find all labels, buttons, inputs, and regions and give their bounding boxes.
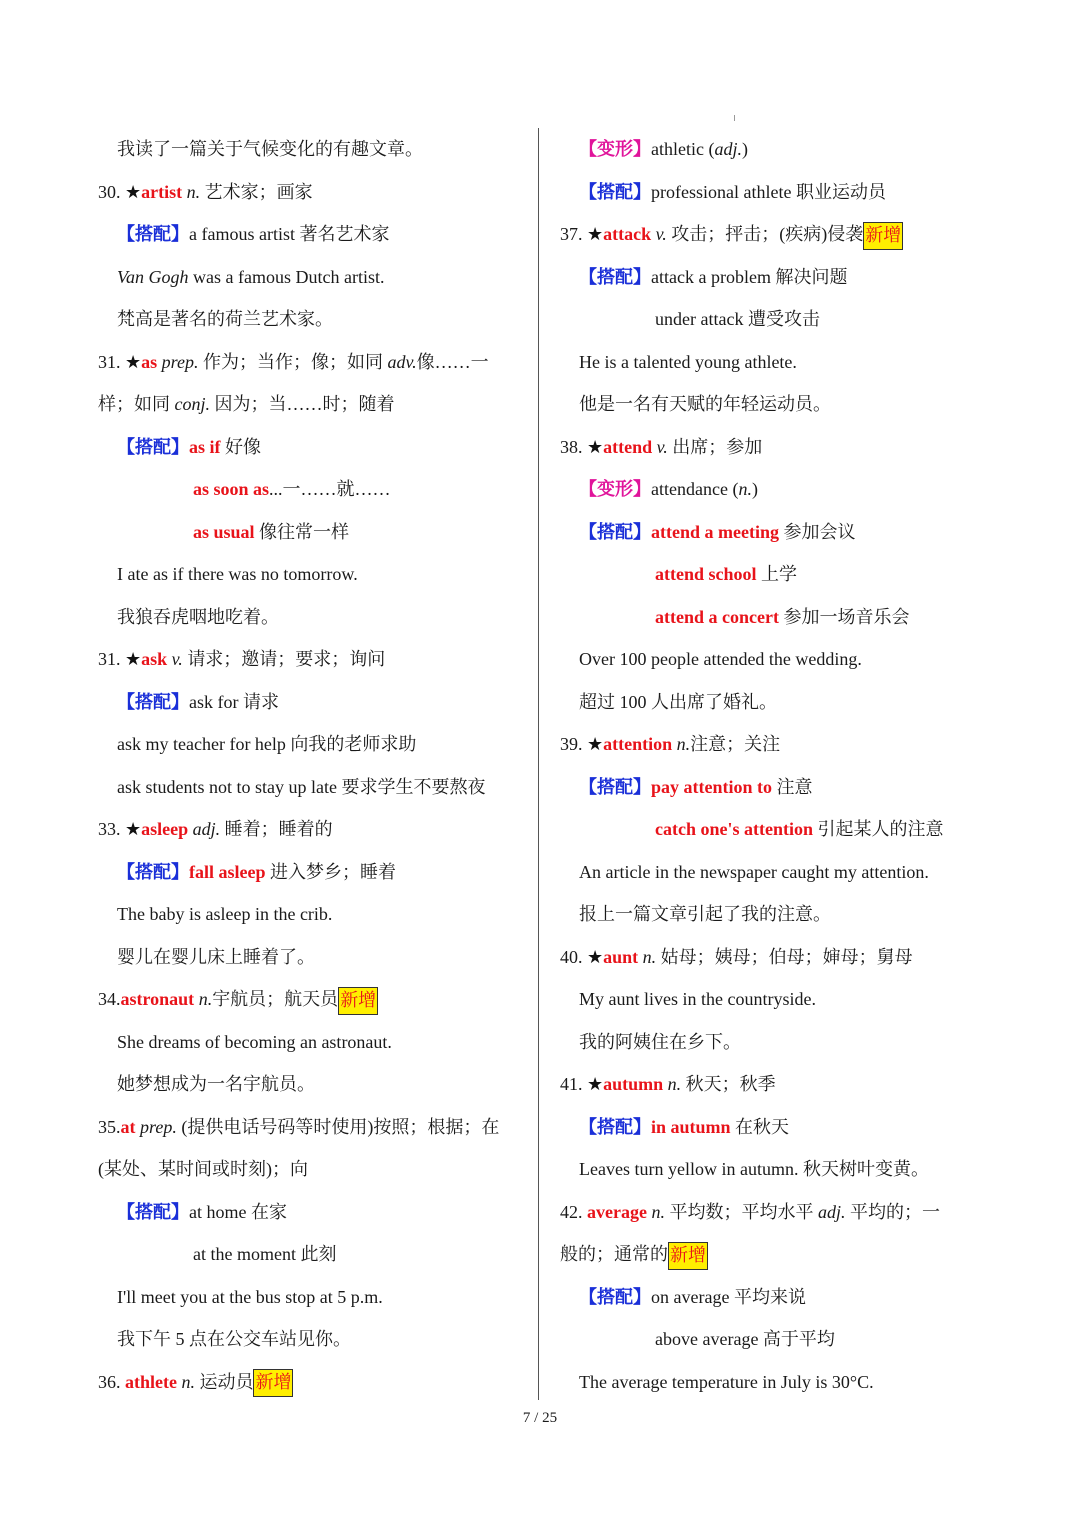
tag-collocation: 【搭配】 — [579, 1116, 651, 1137]
collocation: 【搭配】a famous artist 著名艺术家 — [117, 224, 390, 244]
collocation: catch one's attention 引起某人的注意 — [655, 819, 944, 839]
collocation: under attack 遭受攻击 — [655, 309, 820, 329]
translation: 婴儿在婴儿床上睡着了。 — [117, 946, 315, 967]
right-column — [560, 128, 990, 1403]
variant: 【变形】athletic (adj.) — [579, 139, 748, 159]
tag-collocation: 【搭配】 — [579, 181, 651, 202]
collocation: 【搭配】professional athlete 职业运动员 — [579, 181, 886, 202]
example: I ate as if there was no tomorrow. — [117, 564, 358, 584]
entry-attend: 38. ★attend v. 出席；参加 — [560, 436, 763, 457]
entry-astronaut: 34.astronaut n.宇航员；航天员 新增 — [98, 978, 528, 1021]
headword: attention — [603, 734, 673, 754]
example: The average temperature in July is 30°C. — [579, 1371, 874, 1392]
translation: 我的阿姨住在乡下。 — [579, 1031, 741, 1052]
collocation: 【搭配】pay attention to 注意 — [579, 776, 813, 797]
translation: 他是一名有天赋的年轻运动员。 — [579, 394, 831, 414]
new-badge: 新增 — [338, 987, 378, 1015]
tag-collocation: 【搭配】 — [117, 1201, 189, 1222]
variant: 【变形】attendance (n.) — [579, 479, 758, 499]
collocation: 【搭配】as if 好像 — [117, 436, 261, 457]
entry-average: 42. average n. 平均数；平均水平 adj. 平均的；一 — [560, 1201, 940, 1222]
entry-continuation: 般的；通常的 新增 — [560, 1233, 990, 1276]
entry-at: 35.at prep. (提供电话号码等时使用)按照；根据；在 — [98, 1116, 500, 1137]
collocation: 【搭配】attack a problem 解决问题 — [579, 266, 848, 287]
collocation: at the moment 此刻 — [193, 1244, 337, 1264]
example: He is a talented young athlete. — [579, 351, 797, 372]
headword: attack — [603, 224, 652, 244]
headword: at — [120, 1116, 136, 1137]
headword: autumn — [603, 1074, 664, 1094]
example: An article in the newspaper caught my attention. — [579, 861, 929, 882]
tag-collocation: 【搭配】 — [579, 521, 651, 542]
collocation: 【搭配】ask for 请求 — [117, 691, 279, 712]
tag-collocation: 【搭配】 — [117, 691, 189, 712]
collocation: 【搭配】attend a meeting 参加会议 — [579, 521, 856, 542]
example: She dreams of becoming an astronaut. — [117, 1031, 392, 1052]
collocation: above average 高于平均 — [655, 1329, 835, 1349]
headword: average — [587, 1201, 647, 1222]
translation: 我下午 5 点在公交车站见你。 — [117, 1329, 351, 1349]
headword: attend — [603, 436, 653, 457]
example: ask students not to stay up late 要求学生不要熬夜 — [117, 776, 486, 797]
example: ask my teacher for help 向我的老师求助 — [117, 734, 417, 754]
translation: 报上一篇文章引起了我的注意。 — [579, 904, 831, 924]
entry-continuation: 样；如同 conj. 因为；当……时；随着 — [98, 394, 395, 414]
example: My aunt lives in the countryside. — [579, 989, 816, 1009]
entry-aunt: 40. ★aunt n. 姑母；姨母；伯母；婶母；舅母 — [560, 946, 913, 967]
star-icon: ★ — [125, 819, 142, 839]
page-number: 7 / 25 — [522, 1410, 558, 1426]
entry-attack: 37. ★attack v. 攻击；抨击；(疾病)侵袭 新增 — [560, 213, 990, 256]
headword: ask — [141, 649, 168, 669]
example: Van Gogh was a famous Dutch artist. — [117, 266, 385, 287]
collocation: attend school 上学 — [655, 564, 798, 584]
entry-autumn: 41. ★autumn n. 秋天；秋季 — [560, 1074, 776, 1094]
star-icon: ★ — [125, 649, 142, 669]
star-icon: ★ — [587, 436, 604, 457]
tag-collocation: 【搭配】 — [579, 266, 651, 287]
headword: asleep — [141, 819, 189, 839]
tag-collocation: 【搭配】 — [579, 1286, 651, 1307]
translation: 我狼吞虎咽地吃着。 — [117, 606, 279, 627]
headword: as — [141, 351, 158, 372]
header-mark — [734, 115, 735, 121]
tag-collocation: 【搭配】 — [117, 436, 189, 457]
example: I'll meet you at the bus stop at 5 p.m. — [117, 1286, 383, 1307]
collocation: 【搭配】on average 平均来说 — [579, 1286, 806, 1307]
tag-variant: 【变形】 — [579, 479, 651, 499]
collocation: 【搭配】fall asleep 进入梦乡；睡着 — [117, 861, 396, 882]
star-icon: ★ — [125, 351, 142, 372]
tag-collocation: 【搭配】 — [117, 224, 189, 244]
collocation: 【搭配】in autumn 在秋天 — [579, 1116, 790, 1137]
tag-collocation: 【搭配】 — [117, 861, 189, 882]
translation: 她梦想成为一名宇航员。 — [117, 1074, 315, 1094]
star-icon: ★ — [125, 181, 142, 202]
entry-attention: 39. ★attention n.注意；关注 — [560, 734, 781, 754]
collocation: as usual 像往常一样 — [193, 521, 350, 542]
headword: astronaut — [120, 989, 195, 1009]
new-badge: 新增 — [253, 1369, 293, 1397]
example: Over 100 people attended the wedding. — [579, 649, 862, 669]
headword: athlete — [125, 1371, 177, 1392]
example: The baby is asleep in the crib. — [117, 904, 333, 924]
translation: 梵高是著名的荷兰艺术家。 — [117, 309, 333, 329]
entry-artist: 30. ★artist n. 艺术家；画家 — [98, 181, 313, 202]
new-badge: 新增 — [668, 1242, 708, 1270]
tag-collocation: 【搭配】 — [579, 776, 651, 797]
translation: 超过 100 人出席了婚礼。 — [579, 691, 777, 712]
entry-continuation: (某处、某时间或时刻)；向 — [98, 1159, 308, 1179]
star-icon: ★ — [587, 224, 604, 244]
example: Leaves turn yellow in autumn. 秋天树叶变黄。 — [579, 1159, 929, 1179]
tag-variant: 【变形】 — [579, 139, 651, 159]
star-icon: ★ — [587, 1074, 604, 1094]
star-icon: ★ — [587, 734, 604, 754]
sentence: 我读了一篇关于气候变化的有趣文章。 — [117, 139, 423, 159]
collocation: as soon as...一……就…… — [193, 479, 391, 499]
entry-asleep: 33. ★asleep adj. 睡着；睡着的 — [98, 819, 333, 839]
headword: aunt — [603, 946, 639, 967]
left-column — [98, 128, 528, 1403]
collocation: 【搭配】at home 在家 — [117, 1201, 287, 1222]
entry-as: 31. ★as prep. 作为；当作；像；如同 adv.像……一 — [98, 351, 489, 372]
entry-athlete: 36. athlete n. 运动员 新增 — [98, 1361, 528, 1404]
entry-ask: 31. ★ask v. 请求；邀请；要求；询问 — [98, 649, 386, 669]
star-icon: ★ — [587, 946, 604, 967]
column-divider — [538, 128, 539, 1400]
headword: artist — [141, 181, 183, 202]
collocation: attend a concert 参加一场音乐会 — [655, 606, 910, 627]
new-badge: 新增 — [863, 222, 903, 250]
